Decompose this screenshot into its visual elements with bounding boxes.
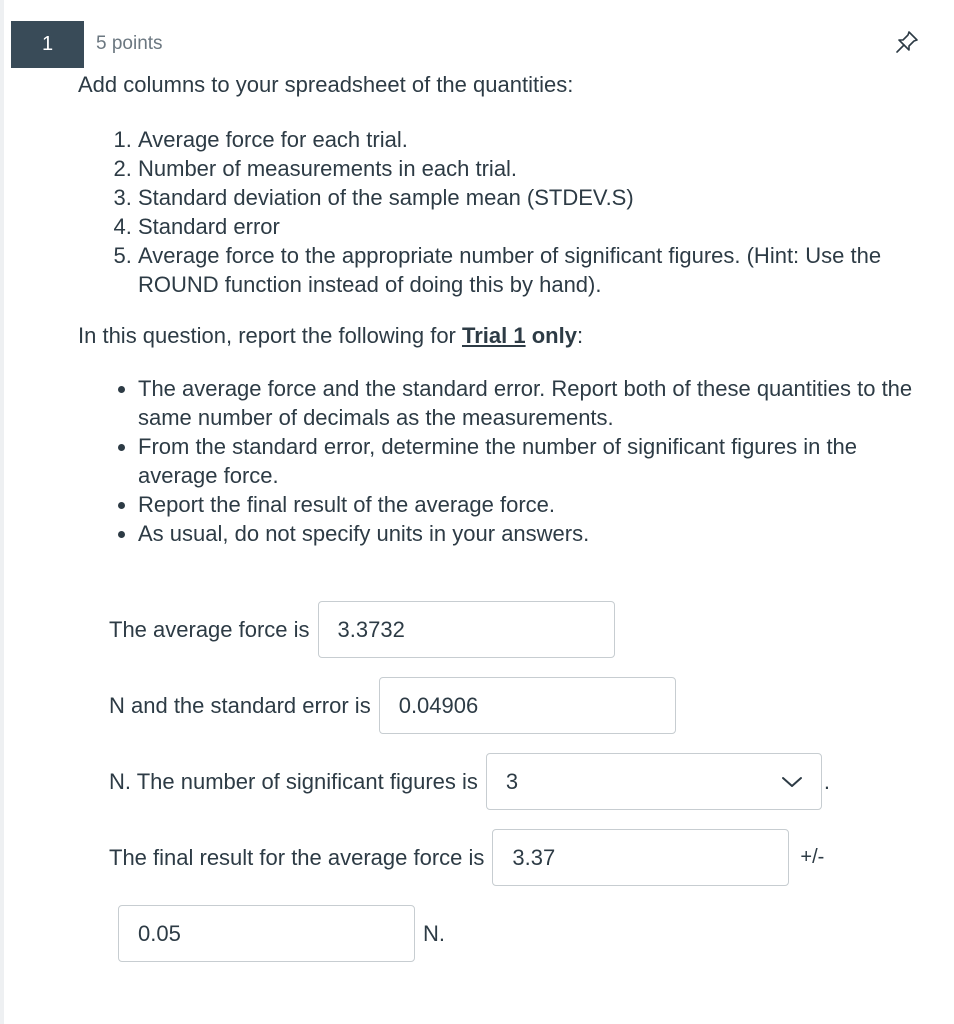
task-colon: : [576,323,584,348]
question-number-badge [11,21,84,68]
list-item: • Report the final result of the average force. [138,490,938,519]
final-result-label: The final result for the average force is [109,844,485,870]
sig-figs-value: 3 [505,768,519,794]
list-item: 2. Number of measurements in each trial. [138,154,938,183]
question-number: 1 [41,33,54,55]
question-intro: Add columns to your spreadsheet of the quantities: [78,72,574,97]
uncertainty-input[interactable] [118,905,415,962]
average-force-value: 3.3732 [337,616,405,642]
task-text: In this question, report the following for [78,323,462,348]
standard-error-label: N and the standard error is [109,692,371,718]
chevron-down-icon [781,775,803,789]
list-item: • From the standard error, determine the number of significant figures in the average force. [138,432,938,490]
trial-emphasis: Trial 1 [462,323,526,348]
list-item: 4. Standard error [138,212,938,241]
only-emphasis: only [525,323,577,348]
steps-list [78,125,938,299]
sig-figs-period: . [823,768,831,794]
final-result-input[interactable] [492,829,789,886]
list-item: 5. Average force to the appropriate number of significant figures. (Hint: Use the ROUND function instead of doing this by hand). [138,241,938,299]
sig-figs-label: N. The number of significant figures is [109,768,478,794]
average-force-row [109,601,615,658]
task-instruction [78,321,938,350]
average-force-label: The average force is [109,616,310,642]
list-item: 3. Standard deviation of the sample mean (STDEV.S) [138,183,938,212]
standard-error-value: 0.04906 [398,692,479,718]
list-item: • As usual, do not specify units in your answers. [138,519,938,548]
final-result-row [109,829,824,886]
standard-error-row [109,677,676,734]
list-item: 1. Average force for each trial. [138,125,938,154]
pin-icon[interactable] [894,29,920,55]
instructions-list [78,374,938,548]
page-left-rule [0,0,4,1024]
uncertainty-value: 0.05 [138,920,181,946]
list-item: • The average force and the standard error. Report both of these quantities to the same number of decimals as the measurements. [138,374,938,432]
question-points: 5 points [96,33,163,54]
final-result-value: 3.37 [512,844,556,870]
sig-figs-select[interactable] [486,753,822,810]
standard-error-input[interactable] [379,677,676,734]
uncertainty-row [110,905,445,962]
plus-minus-label: +/- [800,846,825,868]
unit-label: N. [423,920,445,946]
average-force-input[interactable] [318,601,615,658]
sig-figs-row [109,753,830,810]
question-text [78,70,938,548]
